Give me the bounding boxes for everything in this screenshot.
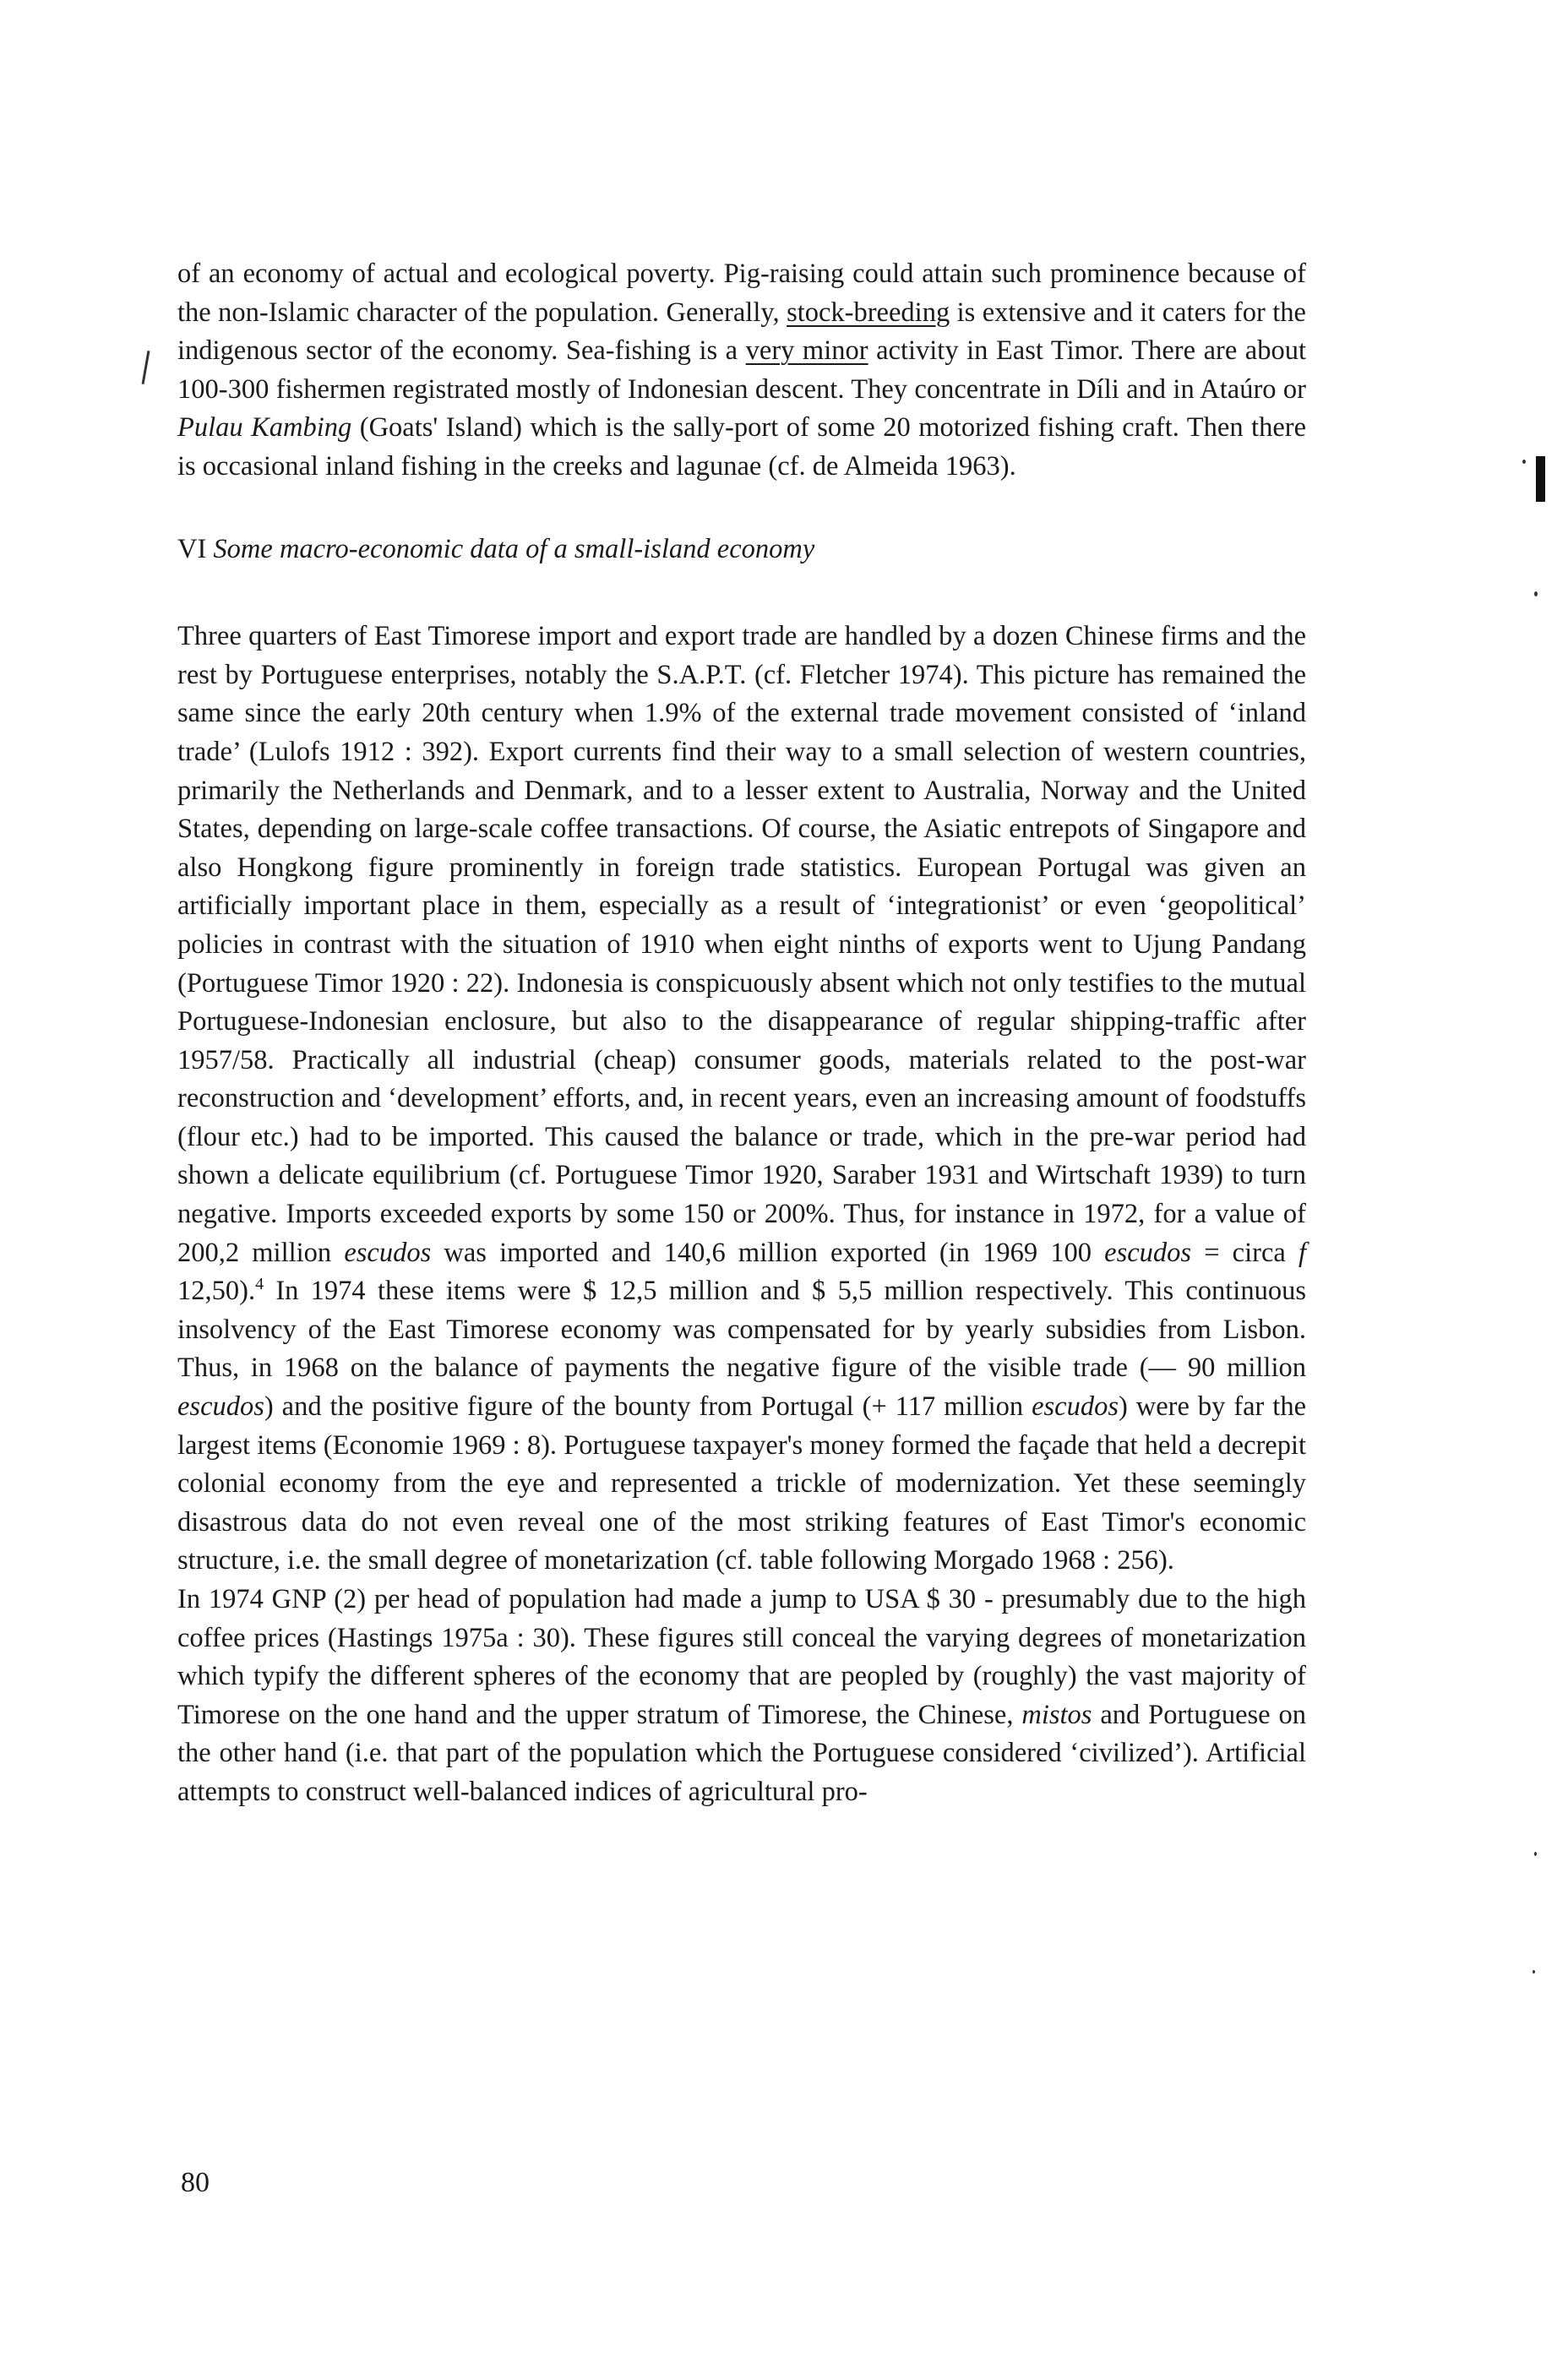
body-paragraph-continued: In 1974 GNP (2) per head of population had made a jump to USA $ 30 - presumably due to the high coffee prices (Hastings 1975a : 30). These figures still conceal the varying degrees of monetarization which typify the different spheres of the economy that are peopled by (roughly) the vast majority of Timorese on the one hand and the upper stratum of Timorese, the Chinese, mistos and Portuguese on the other hand (i.e. that part of the population which the Portuguese considered ‘civilized’). Artificial attempts to construct well-balanced indices of agricultural pro- [177,1584,1306,1807]
scan-margin-speck [1534,591,1538,596]
margin-pencil-mark [142,351,150,384]
text-column [177,255,1306,1812]
page-number: 80 [181,2167,210,2198]
intro-paragraph: of an economy of actual and ecological poverty. Pig-raising could attain such prominence because of the non-Islamic character of the population. Generally, stock-breeding is extensive and it caters for the indigenous sector of the economy. Sea-fishing is a very minor activity in East Timor. There are about 100-300 fishermen registrated mostly of Indonesian descent. They concentrate in Díli and in Ataúro or Pulau Kambing (Goats' Island) which is the sally-port of some 20 motorized fishing craft. Then there is occasional inland fishing in the creeks and lagunae (cf. de Almeida 1963). [177,259,1306,482]
section-heading [177,531,1306,569]
scan-margin-speck [1533,1970,1535,1973]
section-title: Some macro-economic data of a small-island economy [213,533,815,564]
scan-margin-speck [1534,1852,1537,1856]
scan-margin-bar [1536,456,1545,502]
section-number: VI [177,533,207,564]
body-paragraph: Three quarters of East Timorese import and export trade are handled by a dozen Chinese firms and the rest by Portuguese enterprises, notably the S.A.P.T. (cf. Fletcher 1974). This picture has remained the same since the early 20th century when 1.9% of the external trade movement consisted of ‘inland trade’ (Lulofs 1912 : 392). Export currents find their way to a small selection of western countries, primarily the Netherlands and Denmark, and to a lesser extent to Australia, Norway and the United States, depending on large-scale coffee transactions. Of course, the Asiatic entrepots of Singapore and also Hongkong figure prominently in foreign trade statistics. European Portugal was given an artificially important place in them, especially as a result of ‘integrationist’ or even ‘geopolitical’ policies in contrast with the situation of 1910 when eight ninths of exports went to Ujung Pandang (Portuguese Timor 1920 : 22). Indonesia is conspicuously absent which not only testifies to the mutual Portuguese-Indonesian enclosure, but also to the disappearance of regular shipping-traffic after 1957/58. Practically all industrial (cheap) consumer goods, materials related to the post-war reconstruction and ‘development’ efforts, and, in recent years, even an increasing amount of foodstuffs (flour etc.) had to be imported. This caused the balance or trade, which in the pre-war period had shown a delicate equilibrium (cf. Portuguese Timor 1920, Saraber 1931 and Wirtschaft 1939) to turn negative. Imports exceeded exports by some 150 or 200%. Thus, for instance in 1972, for a value of 200,2 million escudos was imported and 140,6 million exported (in 1969 100 escudos = circa f 12,50).$^4$ In 1974 these items were $ 12,5 million and $ 5,5 million respectively. This continuous insolvency of the East Timorese economy was compensated for by yearly subsidies from Lisbon. Thus, in 1968 on the balance of payments the negative figure of the visible trade (— 90 million escudos) and the positive figure of the bounty from Portugal (+ 117 million escudos) were by far the largest items (Economie 1969 : 8). Portuguese taxpayer's money formed the façade that held a decrepit colonial economy from the eye and represented a trickle of modernization. Yet these seemingly disastrous data do not even reveal one of the most striking features of East Timor's economic structure, i.e. the small degree of monetarization (cf. table following Morgado 1968 : 256). [177,621,1306,1576]
scan-margin-speck [1522,460,1526,464]
